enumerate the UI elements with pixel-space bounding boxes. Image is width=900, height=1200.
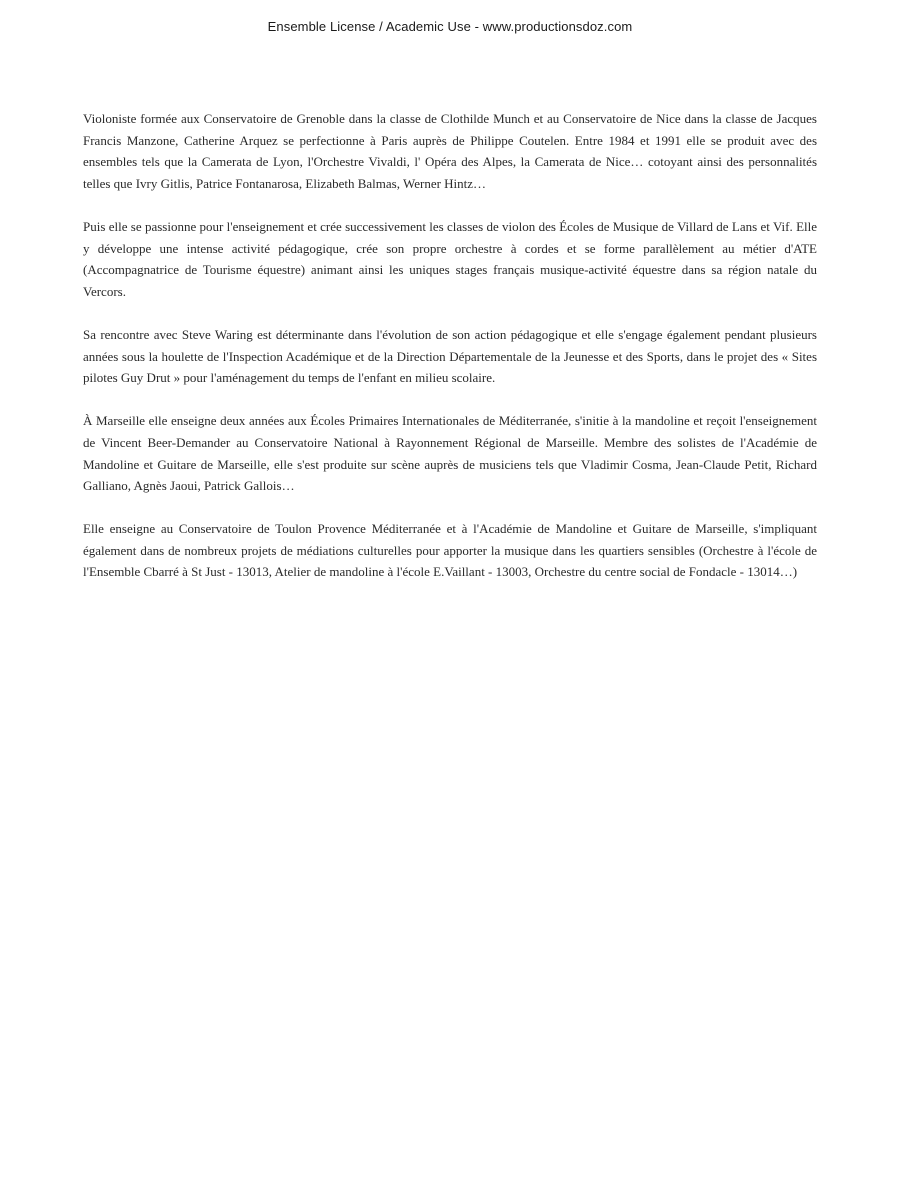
biography-text [83, 108, 817, 605]
license-header: Ensemble License / Academic Use - www.productionsdoz.com [267, 19, 633, 34]
paragraph-teaching: Puis elle se passionne pour l'enseignement et crée successivement les classes de violon des Écoles de Musique de Villard de Lans et Vif. Elle y développe une intense activité pédagogique, crée son propre orchestre à cordes et se forme parallèlement au métier d'ATE (Accompagnatrice de Tourisme équestre) animant ainsi les uniques stages français musique-activité équestre dans sa région natale du Vercors. [83, 218, 817, 299]
paragraph-toulon: Elle enseigne au Conservatoire de Toulon Provence Méditerranée et à l'Académie de Mandoline et Guitare de Marseille, s'impliquant également dans de nombreux projets de médiations culturelles pour apporter la musique dans les quartiers sensibles (Orchestre à l'école de l'Ensemble Cbarré à St Just - 13013, Atelier de mandoline à l'école E.Vaillant - 13003, Orchestre du centre social de Fondacle - 13014…) [83, 521, 817, 580]
paragraph-marseille: À Marseille elle enseigne deux années aux Écoles Primaires Internationales de Méditerranée, s'initie à la mandoline et reçoit l'enseignement de Vincent Beer-Demander au Conservatoire National à Rayonnement Régional de Marseille. Membre des solistes de l'Académie de Mandoline et Guitare de Marseille, elle s'est produite sur scène auprès de musiciens tels que Vladimir Cosma, Jean-Claude Petit, Richard Galliano, Agnès Jaoui, Patrick Gallois… [83, 413, 817, 494]
paragraph-training: Violoniste formée aux Conservatoire de Grenoble dans la classe de Clothilde Munch et au Conservatoire de Nice dans la classe de Jacques Francis Manzone, Catherine Arquez se perfectionne à Paris auprès de Philippe Coutelen. Entre 1984 et 1991 elle se produit avec des ensembles tels que la Camerata de Lyon, l'Orchestre Vivaldi, l' Opéra des Alpes, la Camerata de Nice… cotoyant ainsi des personnalités telles que Ivry Gitlis, Patrice Fontanarosa, Elizabeth Balmas, Werner Hintz… [83, 111, 817, 191]
paragraph-steve-waring: Sa rencontre avec Steve Waring est déterminante dans l'évolution de son action pédagogique et elle s'engage également pendant plusieurs années sous la houlette de l'Inspection Académique et de la Direction Départementale de la Jeunesse et des Sports, dans le projet des « Sites pilotes Guy Drut » pour l'aménagement du temps de l'enfant en milieu scolaire. [83, 326, 817, 386]
